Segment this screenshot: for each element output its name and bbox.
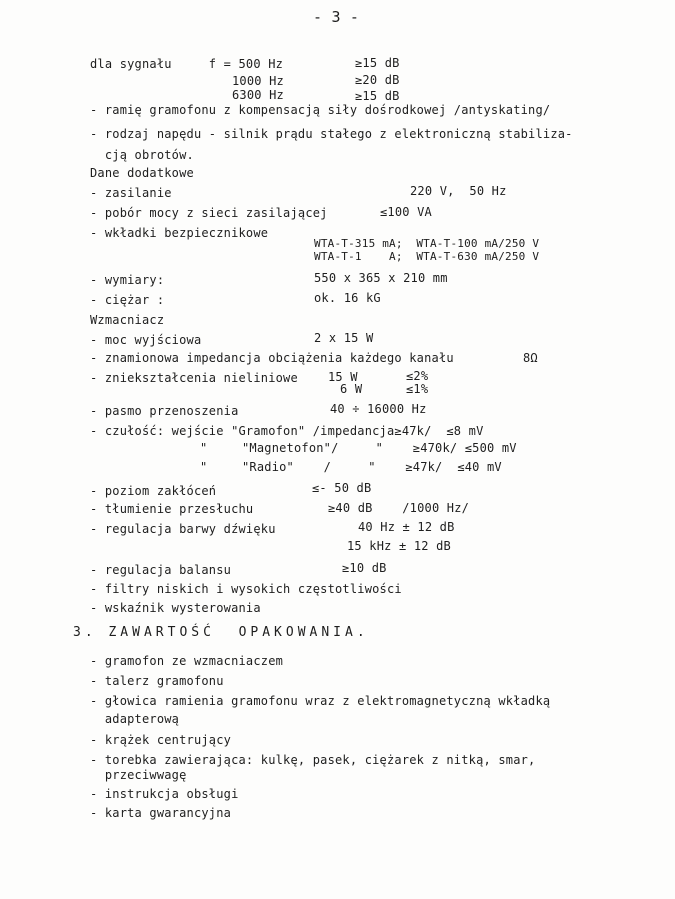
section-heading: Dane dodatkowe [90, 166, 194, 180]
list-item: - gramofon ze wzmacniaczem [90, 654, 284, 668]
spec-value: ≤2% [406, 369, 429, 383]
spec-value: ≥40 dB /1000 Hz/ [328, 501, 470, 515]
spec-line: - rodzaj napędu - silnik prądu stałego z elektroniczną stabiliza- [90, 127, 573, 141]
ditto-mark: " [200, 460, 208, 474]
spec-line: - filtry niskich i wysokich częstotliwości [90, 582, 402, 596]
list-item: - krążek centrujący [90, 733, 232, 747]
spec-line: - regulacja barwy dźwięku [90, 522, 276, 536]
spec-value: 2 x 15 W [314, 331, 374, 345]
spec-value: ≥15 dB [355, 56, 400, 70]
spec-line: - pasmo przenoszenia [90, 404, 239, 418]
list-item: przeciwwagę [90, 768, 187, 782]
spec-line: - zniekształcenia nieliniowe [90, 371, 298, 385]
spec-value: 40 ÷ 16000 Hz [330, 402, 427, 416]
section-heading: Wzmacniacz [90, 313, 165, 327]
list-item: - instrukcja obsługi [90, 787, 239, 801]
spec-value: 220 V, 50 Hz [410, 184, 507, 198]
spec-value: 6 W [340, 382, 363, 396]
spec-line: - moc wyjściowa [90, 333, 202, 347]
spec-value: 8Ω [523, 351, 538, 365]
ditto-mark: " [200, 441, 208, 455]
spec-value: ≤100 VA [380, 205, 432, 219]
list-item: - torebka zawierająca: kulkę, pasek, ciężarek z nitką, smar, [90, 753, 536, 767]
spec-value: ≤1% [406, 382, 429, 396]
spec-line: "Magnetofon"/ " ≥470k/ ≤500 mV [242, 441, 517, 455]
spec-value: ≥10 dB [342, 561, 387, 575]
spec-value: WTA-T-1 A; WTA-T-630 mA/250 V [314, 250, 540, 263]
spec-line: - wymiary: [90, 273, 165, 287]
spec-value: 40 Hz ± 12 dB [358, 520, 455, 534]
spec-value: 15 kHz ± 12 dB [347, 539, 451, 553]
spec-line: "Radio" / " ≥47k/ ≤40 mV [242, 460, 502, 474]
spec-line: - zasilanie [90, 186, 172, 200]
spec-line: - tłumienie przesłuchu [90, 502, 254, 516]
spec-line: - wskaźnik wysterowania [90, 601, 261, 615]
spec-line: - ramię gramofonu z kompensacją siły dośrodkowej /antyskating/ [90, 103, 551, 117]
spec-line: 1000 Hz [232, 74, 284, 88]
spec-line: - pobór mocy z sieci zasilającej [90, 206, 328, 220]
spec-value: 550 x 365 x 210 mm [314, 271, 448, 285]
spec-value: ≥15 dB [355, 89, 400, 103]
section-title: 3. ZAWARTOŚĆ OPAKOWANIA. [73, 625, 369, 640]
list-item: - talerz gramofonu [90, 674, 224, 688]
spec-line: - poziom zakłóceń [90, 484, 217, 498]
spec-line: - czułość: wejście "Gramofon" /impedancja≥47k/ ≤8 mV [90, 424, 484, 438]
page-number: - 3 - [313, 8, 360, 26]
spec-value: ≥20 dB [355, 73, 400, 87]
spec-line: 6300 Hz [232, 88, 284, 102]
spec-line: - ciężar : [90, 293, 165, 307]
spec-value: ok. 16 kG [314, 291, 381, 305]
spec-value: ≤- 50 dB [312, 481, 372, 495]
list-item: adapterową [90, 712, 180, 726]
spec-value: WTA-T-315 mA; WTA-T-100 mA/250 V [314, 237, 540, 250]
spec-line: - regulacja balansu [90, 563, 232, 577]
spec-line: - wkładki bezpiecznikowe [90, 226, 269, 240]
list-item: - głowica ramienia gramofonu wraz z elektromagnetyczną wkładką [90, 694, 551, 708]
list-item: - karta gwarancyjna [90, 806, 232, 820]
spec-line: - znamionowa impedancja obciążenia każdego kanału [90, 351, 454, 365]
spec-value: 15 W [328, 370, 358, 384]
spec-line: dla sygnału f = 500 Hz [90, 57, 284, 71]
spec-line: cją obrotów. [90, 148, 194, 162]
